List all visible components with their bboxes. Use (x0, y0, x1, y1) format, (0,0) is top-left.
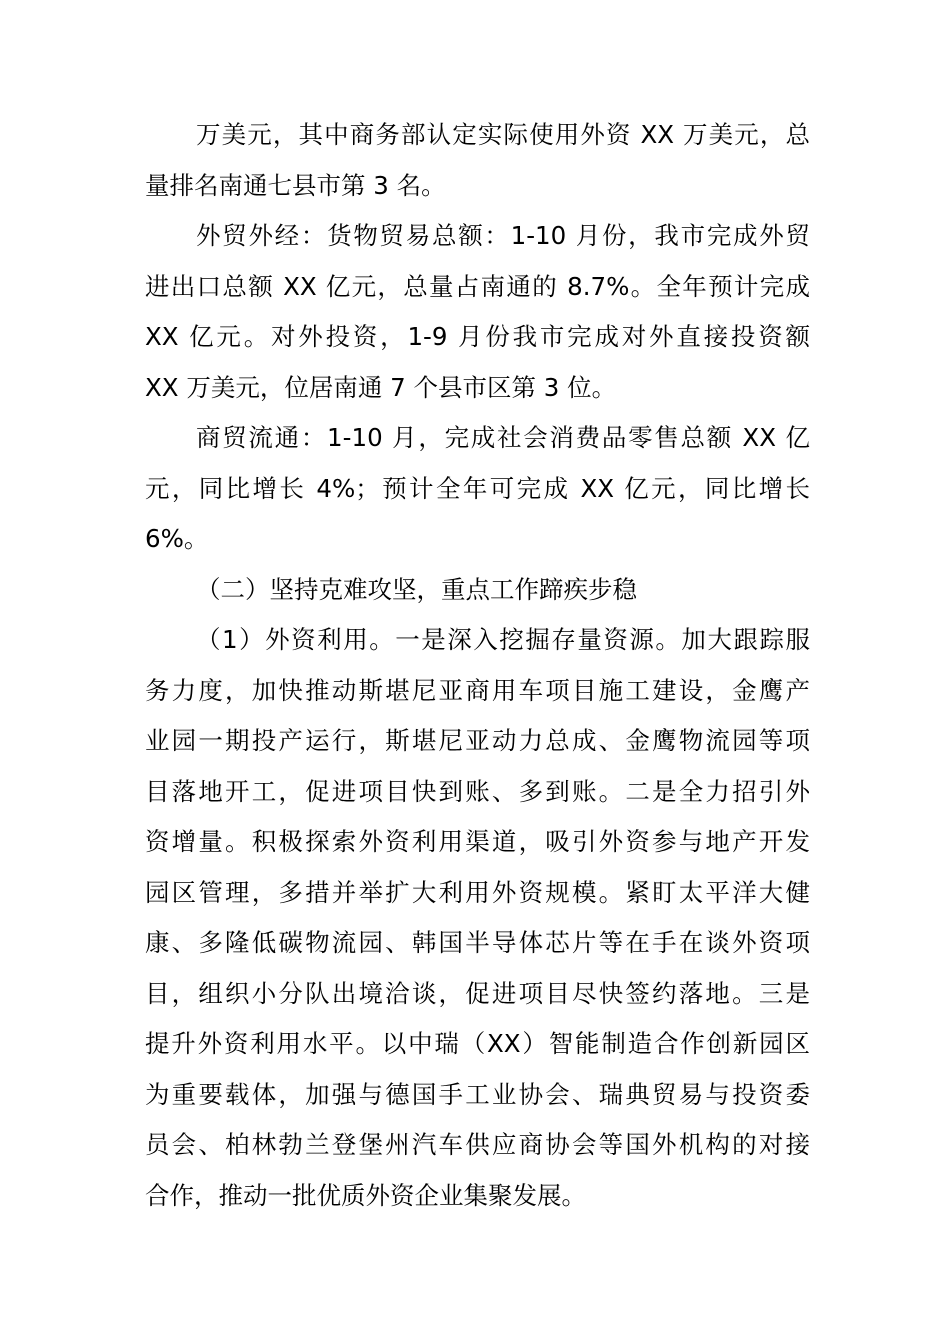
text-line: 提升外资利用水平。以中瑞（XX）智能制造合作创新园区 (145, 1029, 810, 1058)
text-line: 外贸外经：货物贸易总额：1-10 月份，我市完成外贸 (196, 221, 810, 250)
text-line: 量排名南通七县市第 3 名。 (145, 170, 446, 200)
text-line: 园区管理，多措并举扩大利用外资规模。紧盯太平洋大健 (145, 877, 810, 907)
text-line: 6%。 (145, 524, 209, 553)
text-line: 商贸流通：1-10 月，完成社会消费品零售总额 XX 亿 (196, 423, 810, 452)
text-line: （1）外资利用。一是深入挖掘存量资源。加大跟踪服 (196, 625, 810, 654)
text-line: 元，同比增长 4%；预计全年可完成 XX 亿元，同比增长 (145, 473, 810, 503)
text-line: 目落地开工，促进项目快到账、多到账。二是全力招引外 (145, 776, 810, 806)
document-body (145, 110, 810, 1221)
text-line: XX 万美元，位居南通 7 个县市区第 3 位。 (145, 372, 617, 402)
text-line: XX 亿元。对外投资，1-9 月份我市完成对外直接投资额 (145, 322, 810, 351)
text-line: 万美元，其中商务部认定实际使用外资 XX 万美元，总 (196, 120, 810, 149)
text-line: 康、多隆低碳物流园、韩国半导体芯片等在手在谈外资项 (145, 928, 810, 957)
section-heading: （二）坚持克难攻坚，重点工作蹄疾步稳 (196, 574, 637, 604)
text-line: 员会、柏林勃兰登堡州汽车供应商协会等国外机构的对接 (145, 1130, 810, 1159)
text-line: 目，组织小分队出境洽谈，促进项目尽快签约落地。三是 (145, 978, 810, 1008)
text-line: 资增量。积极探索外资利用渠道，吸引外资参与地产开发 (145, 827, 810, 856)
text-line: 业园一期投产运行，斯堪尼亚动力总成、金鹰物流园等项 (145, 726, 810, 755)
text-line: 为重要载体，加强与德国手工业协会、瑞典贸易与投资委 (145, 1079, 810, 1109)
text-line: 务力度，加快推动斯堪尼亚商用车项目施工建设，金鹰产 (145, 675, 810, 705)
text-line: 合作，推动一批优质外资企业集聚发展。 (145, 1180, 586, 1210)
text-line: 进出口总额 XX 亿元，总量占南通的 8.7%。全年预计完成 (145, 271, 810, 301)
